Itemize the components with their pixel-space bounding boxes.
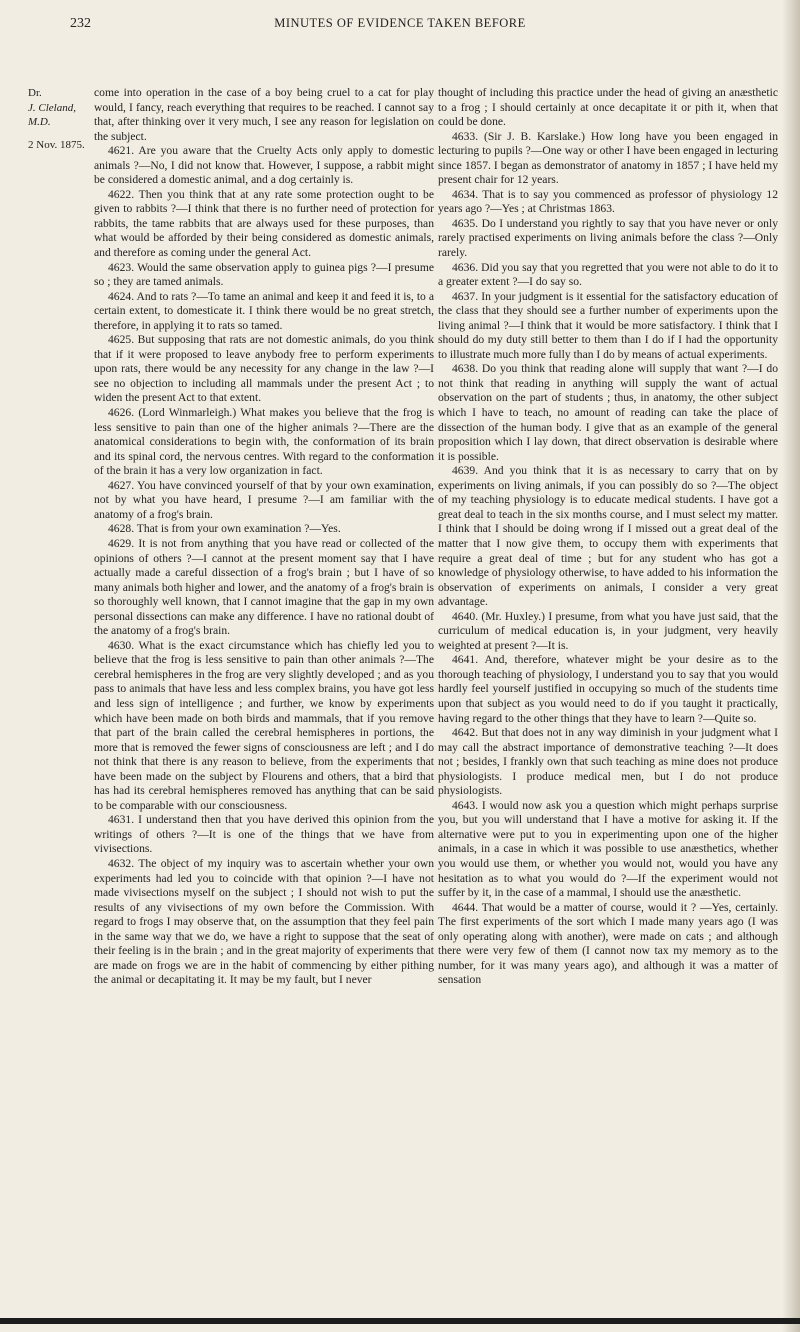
margin-note-degree: M.D. <box>28 116 51 129</box>
bottom-rule <box>0 1318 800 1324</box>
margin-note-prefix: Dr. <box>28 87 42 99</box>
paragraph: 4623. Would the same observation apply to guinea pigs ?—I presume so ; they are tamed animals. <box>94 260 434 289</box>
paragraph: 4634. That is to say you commenced as professor of physiology 12 years ago ?—Yes ; at Christmas 1863. <box>438 187 778 216</box>
paragraph: 4640. (Mr. Huxley.) I presume, from what you have just said, that the curriculum of medical education is, in your judgment, very heavily weighted at present ?—It is. <box>438 609 778 652</box>
page-number: 232 <box>70 16 91 31</box>
paragraph: 4642. But that does not in any way diminish in your judgment what I may call the abstract importance of demonstrative teaching ?—It does not ; besides, I frankly own that such teaching as mine does not produce physiologists. I produce medical men, but I do not produce physiologists. <box>438 726 778 798</box>
paragraph: 4637. In your judgment is it essential for the satisfactory education of the class that they should see a further number of experiments upon the living animal ?—I think that it would be more satisfactory. I think that I should do my duty still better to them than I do if I had the opportunity to illustrate much more fully than I do by means of actual experiments. <box>438 289 778 361</box>
paragraph: 4633. (Sir J. B. Karslake.) How long have you been engaged in lecturing to pupils ?—One way or other I have been engaged in lecturing since 1857. I began as demonstrator of anatomy in 1857 ; I have held my present chair for 12 years. <box>438 129 778 187</box>
paragraph: 4635. Do I understand you rightly to say that you have never or only rarely practised experiments on living animals before the class ?—Only rarely. <box>438 216 778 260</box>
paragraph: 4631. I understand then that you have derived this opinion from the writings of others ?—It is one of the things that we have from vivisections. <box>94 813 434 856</box>
margin-note-date: 2 Nov. 1875. <box>28 138 85 151</box>
page-edge-shadow <box>782 0 800 1332</box>
margin-note <box>28 86 86 152</box>
paragraph: 4622. Then you think that at any rate some protection ought to be given to rabbits ?—I think that there is no further need of protection for rabbits, the tame rabbits that are always used for these purposes, than what would be afforded by their being considered as domestic animals, and therefore as coming under the general Act. <box>94 187 434 260</box>
running-head: MINUTES OF EVIDENCE TAKEN BEFORE <box>274 16 526 30</box>
paragraph: 4639. And you think that it is as necessary to carry that on by experiments on living animals, if you can possibly do so ?—The object of my teaching physiology is to educate medical students. I have got a great deal to teach in the six months course, and I must select my matter. I think that I should be doing wrong if I missed out a great deal of the matter that I now give them, to occupy them with experiments that require a great deal of time ; but for any student who has got a knowledge of physiology otherwise, to have added to his information the observation of experiments on animals, I consider a very great advantage. <box>438 464 778 609</box>
paragraph: 4627. You have convinced yourself of that by your own examination, not by what you have heard, I presume ?—I am familiar with the anatomy of a frog's brain. <box>94 478 434 521</box>
paragraph: 4632. The object of my inquiry was to ascertain whether your own experiments had led you to coincide with that opinion ?—I have not made vivisections myself on the subject ; I should not wish to put the results of any vivisections of my own before the Commission. With regard to frogs I may observe that, on the assumption that they feel pain in the same way that we do, we have a right to suppose that the seat of their feeling is in the brain ; and in the great majority of experiments that are made on frogs we are in the habit of commencing by either pithing the animal or decapitating it. It may be my fault, but I never <box>94 856 434 987</box>
paragraph: 4641. And, therefore, whatever might be your desire as to the thorough teaching of physiology, I understand you to say that you would hardly feel yourself justified in occupying so much of the students time upon that subject as you would need to do if you taught it practically, having regard to the other things that they have to learn ?—Quite so. <box>438 653 778 725</box>
right-column <box>438 86 778 988</box>
paragraph: come into operation in the case of a boy being cruel to a cat for play would, I fancy, reach everything that requires to be reached. I cannot say that, after thinking over it very much, I see any reason for legislation on the subject. <box>94 86 434 143</box>
paragraph: 4644. That would be a matter of course, would it ? —Yes, certainly. The first experiments of the sort which I made many years ago (I was only operating along with another), were made on cats ; and although there were very few of them (I cannot now tax my memory as to the number, for it was many years ago), and although it was a matter of sensation <box>438 900 778 987</box>
paragraph: 4638. Do you think that reading alone will supply that want ?—I do not think that reading in anything will supply the want of actual observation on the part of students ; thus, in anatomy, the other subject which I have to teach, no amount of reading can take the place of dissection of the human body. I give that as an example of the general proposition which I lay down, that direct observation is desirable where it is possible. <box>438 362 778 463</box>
paragraph: 4629. It is not from anything that you have read or collected of the opinions of others ?—I cannot at the present moment say that I have actually made a careful dissection of a frog's brain ; but I have of so many animals both higher and lower, and the anatomy of a frog's brain is so thoroughly well known, that I cannot imagine that the gap in my own personal dissections can make any difference. I have no rational doubt of the anatomy of a frog's brain. <box>94 536 434 638</box>
paragraph: 4621. Are you aware that the Cruelty Acts only apply to domestic animals ?—No, I did not know that. However, I suppose, a rabbit might be considered a domestic animal, and a dog certainly is. <box>94 144 434 187</box>
paragraph: 4624. And to rats ?—To tame an animal and keep it and feed it is, to a certain extent, to domesticate it. I think there would be no great stretch, therefore, in applying it to rats so tamed. <box>94 289 434 332</box>
margin-note-witness: J. Cleland, <box>28 101 76 114</box>
paragraph: 4636. Did you say that you regretted that you were not able to do it to a greater extent ?—I do say so. <box>438 260 778 289</box>
paragraph: 4626. (Lord Winmarleigh.) What makes you believe that the frog is less sensitive to pain than one of the higher animals ?—There are the anatomical considerations to begin with, the conformation of its brain and its spinal cord, the nervous centres. With regard to the conformation of the brain it has a very low organization in fact. <box>94 406 434 478</box>
paragraph: 4630. What is the exact circumstance which has chiefly led you to believe that the frog is less sensitive to pain than other animals ?—The cerebral hemispheres in the frog are very slightly developed ; and as you pass to animals that have less and less complex brains, you have got less and less sign of intelligence ; and further, we know by experiments which have been made on both birds and mammals, that if you remove that part of the brain called the cerebral hemispheres in portions, the more that is removed the fewer signs of consciousness are left ; and I do not think that there is any reason to believe, from the experiments that have been made on the subject by Flourens and others, that a bird that has had its cerebral hemispheres removed has anything that can be said to be comparable with our consciousness. <box>94 638 434 812</box>
left-column <box>94 86 434 988</box>
paragraph: thought of including this practice under the head of giving an anæsthetic to a frog ; I should certainly at once decapitate it or pith it, when that could be done. <box>438 86 778 129</box>
paragraph: 4625. But supposing that rats are not domestic animals, do you think that if it were proposed to leave anybody free to perform experiments upon rats, there would be any necessity for any change in the law ?—I see no objection to including all mammals under the present Act ; to widen the present Act to that extent. <box>94 333 434 405</box>
paragraph: 4643. I would now ask you a question which might perhaps surprise you, but you will understand that I have a motive for asking it. If the alternative were put to you in experimenting upon one of the higher animals, in a case in which it was possible to use anæsthetics, whether you would use them, or whether you would not, would you have any hesitation as to what you would do ?—If the experiment would not suffer by it, in the case of a mammal, I should use the anæsthetic. <box>438 798 778 900</box>
paragraph: 4628. That is from your own examination ?—Yes. <box>108 522 341 536</box>
